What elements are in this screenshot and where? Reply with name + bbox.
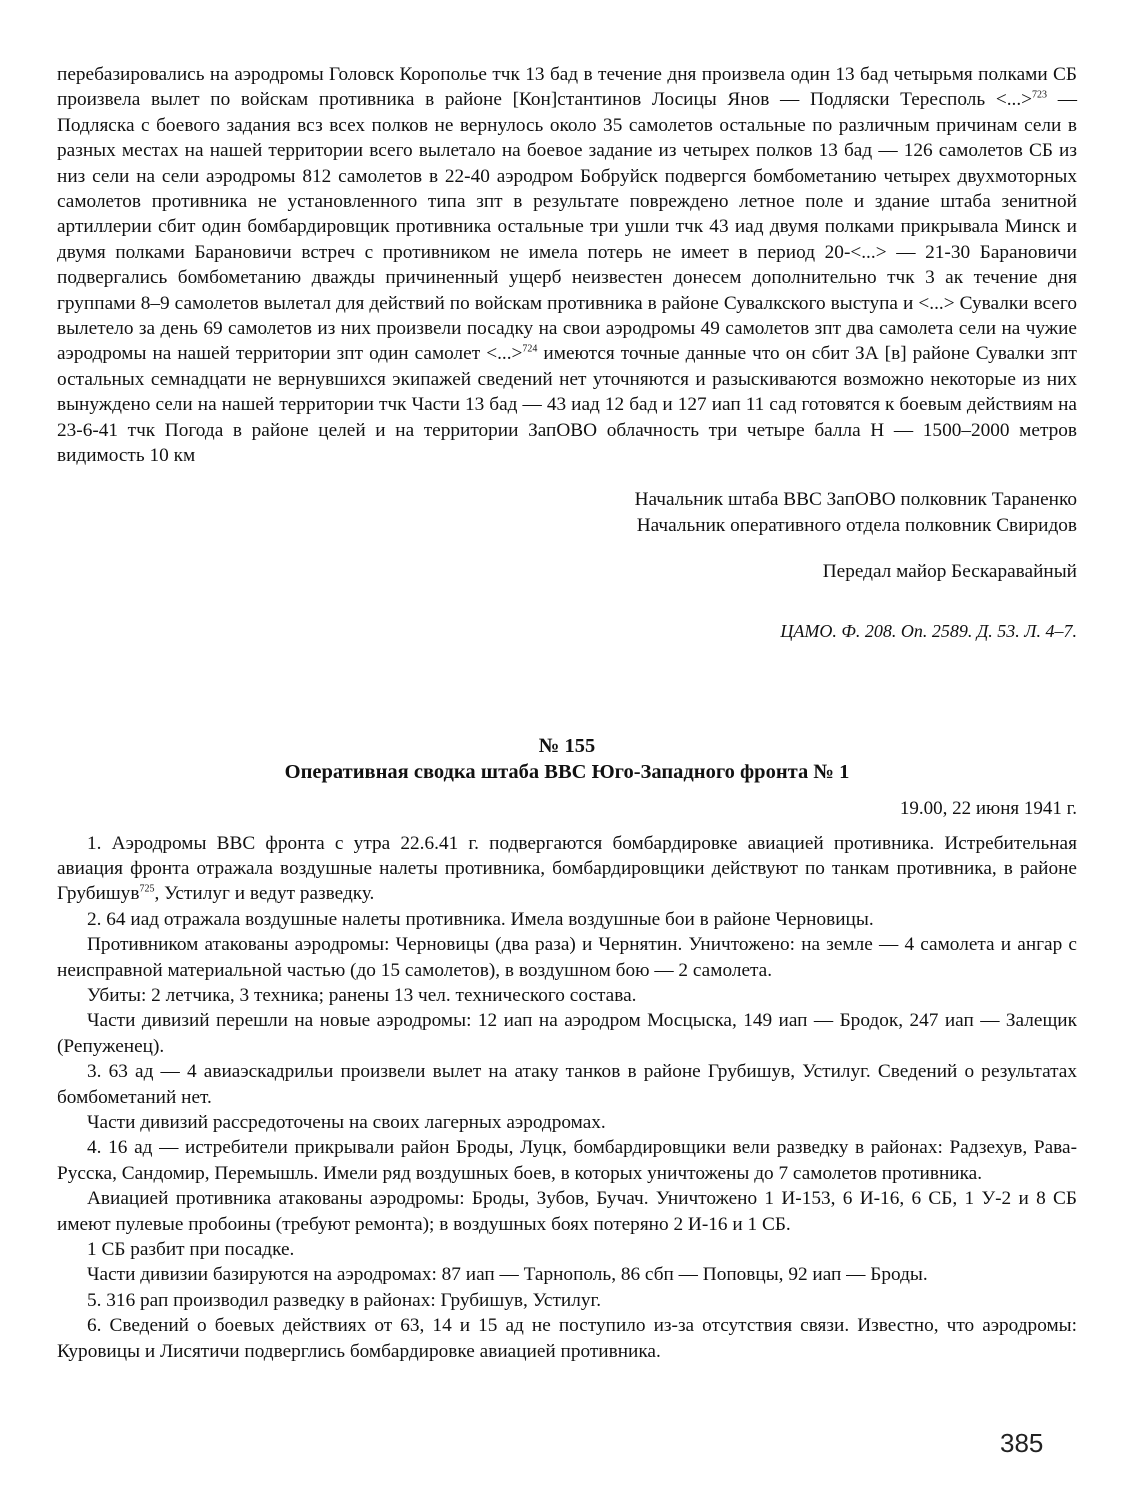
text-run: — Подляска с боевого задания всз всех полков не вернулось около 35 самолетов остальные по различным причинам сели в разных местах на нашей территории всего вылетало на боевое задание из четырех полков 13 бад — 126 самолетов СБ из низ сели на сели аэродромы 812 самолетов в 22-40 аэродром Бобруйск подвергся бомбометанию четырех двухмоторных самолетов противника не установленного типа зпт в результате повреждено летное поле и здание штаба зенитной артиллерии сбит один бомбардировщик противника остальные три ушли тчк 43 иад двумя полками прикрывала Минск и двумя полками Барановичи встреч с противником не имела потерь не имеет в период 20-<...> — 21-30 Барановичи подвергались бомбометанию дважды причиненный ущерб неизвестен донесем дополнительно тчк 3 ак течение дня группами 8–9 самолетов вылетал для действий по войскам противника в районе Сувалкского выступа и <...> Сувалки всего вылетело за день 69 самолетов из них произвели посадку на свои аэродромы 49 самолетов зпт два самолета сели на чужие аэродромы на нашей территории зпт один самолет <...> bbox=[57, 89, 1077, 365]
page-number: 385 bbox=[1000, 1428, 1044, 1458]
text-run: имеются точные данные что он сбит ЗА [в] районе Сувалки зпт остальных семнадцати не вернувшихся экипажей сведений нет уточняются и разыскиваются возможно некоторые из них вынуждено сели на нашей территории тчк Части 13 бад — 43 иад 12 бад и 127 иап 11 сад готовятся к боевым действиям на 23-6-41 тчк Погода в районе целей и на территории ЗапОВО облачность три четыре балла Н — 1500–2000 метров видимость 10 км bbox=[57, 343, 1077, 467]
doc-paragraph-5: Части дивизий перешли на новые аэродромы: 12 иап на аэродром Мосцыска, 149 иап — Бродок, 247 иап — Залещик (Репуженец). bbox=[57, 1010, 1077, 1057]
doc-paragraph-8: 4. 16 ад — истребители прикрывали район Броды, Луцк, бомбардировщики вели разведку в районах: Радзехув, Рава-Русска, Сандомир, Перемышль. Имели ряд воздушных боев, в которых уничтожены до 7 самолетов противника. bbox=[57, 1137, 1077, 1184]
doc-paragraph-1 bbox=[57, 831, 1077, 907]
footnote-ref: 723 bbox=[1032, 89, 1048, 101]
archive-reference: ЦАМО. Ф. 208. Оп. 2589. Д. 53. Л. 4–7. bbox=[780, 620, 1077, 641]
footnote-ref: 725 bbox=[139, 883, 155, 895]
text-run: , Устилуг и ведут разведку. bbox=[154, 883, 375, 905]
doc-paragraph-9: Авиацией противника атакованы аэродромы: Броды, Зубов, Бучач. Уничтожено 1 И-153, 6 И-16, 6 СБ, 1 У-2 и 8 СБ имеют пулевые пробоины (требуют ремонта); в воздушных боях потеряно 2 И-16 и 1 СБ. bbox=[57, 1188, 1077, 1235]
doc-paragraph-2: 2. 64 иад отражала воздушные налеты противника. Имела воздушные бои в районе Черновицы. bbox=[87, 908, 874, 930]
doc-paragraph-10: 1 СБ разбит при посадке. bbox=[87, 1239, 295, 1260]
text-run: перебазировались на аэродромы Головск Корополье тчк 13 бад в течение дня произвела один 13 бад четырьмя полками СБ произвела вылет по войскам противника в районе [Кон]стантинов Лосицы Янов — Подляски Тересполь <...> bbox=[57, 64, 1077, 111]
doc-paragraph-13: 6. Сведений о боевых действиях от 63, 14 и 15 ад не поступило из-за отсутствия связи. Известно, что аэродромы: Куровицы и Лисятичи подверглись бомбардировке авиацией противника. bbox=[57, 1315, 1077, 1362]
page-body bbox=[57, 62, 1077, 1364]
footnote-ref: 724 bbox=[522, 344, 538, 356]
doc-paragraph-4: Убиты: 2 летчика, 3 техника; ранены 13 чел. технического состава. bbox=[87, 984, 637, 1006]
document-title: Оперативная сводка штаба ВВС Юго-Западного фронта № 1 bbox=[284, 760, 850, 783]
doc-paragraph-6: 3. 63 ад — 4 авиаэскадрильи произвели вылет на атаку танков в районе Грубишув, Устилуг. Сведений о результатах бомбометаний нет. bbox=[57, 1061, 1077, 1108]
signature-transmitted-by: Передал майор Бескаравайный bbox=[822, 560, 1077, 582]
doc-paragraph-7: Части дивизий рассредоточены на своих лагерных аэродромах. bbox=[87, 1111, 606, 1133]
document-date: 19.00, 22 июня 1941 г. bbox=[899, 797, 1077, 819]
text-run: 1. Аэродромы ВВС фронта с утра 22.6.41 г. подвергаются бомбардировке авиацией противника. Истребительная авиация фронта отражала воздушные налеты противника, бомбардировщики действуют по танкам противника, в районе Грубишув bbox=[57, 832, 1077, 905]
doc-paragraph-3: Противником атакованы аэродромы: Черновицы (два раза) и Чернятин. Уничтожено: на земле — 4 самолета и ангар с неисправной материальной частью (до 15 самолетов), в воздушном бою — 2 самолета. bbox=[57, 934, 1077, 981]
doc-paragraph-11: Части дивизии базируются на аэродромах: 87 иап — Тарнополь, 86 сбп — Поповцы, 92 иап — Броды. bbox=[87, 1264, 928, 1286]
top-paragraph bbox=[57, 62, 1077, 469]
document-number: № 155 bbox=[538, 734, 596, 757]
doc-paragraph-12: 5. 316 рап производил разведку в районах: Грубишув, Устилуг. bbox=[87, 1289, 602, 1311]
signature-chief-of-staff: Начальник штаба ВВС ЗапОВО полковник Тараненко bbox=[634, 488, 1077, 510]
signature-ops-chief: Начальник оперативного отдела полковник Свиридов bbox=[636, 514, 1077, 536]
